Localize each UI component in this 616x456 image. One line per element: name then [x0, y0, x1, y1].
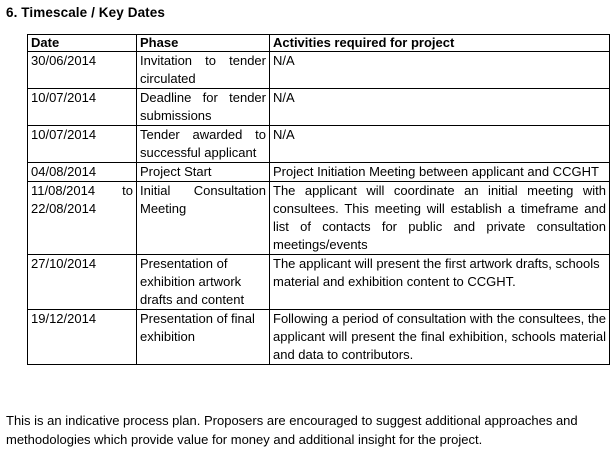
table-row [28, 163, 610, 182]
phase-cell: Presentation of final exhibition [137, 310, 270, 365]
activities-cell: Project Initiation Meeting between applicant and CCGHT [270, 163, 610, 182]
key-dates-table [27, 34, 610, 365]
section-heading: 6. Timescale / Key Dates [6, 5, 165, 20]
date-cell: 10/07/2014 [28, 89, 137, 126]
column-header-phase: Phase [137, 35, 270, 52]
phase-cell: Tender awarded to successful applicant [137, 126, 270, 163]
date-cell: 11/08/2014 to 22/08/2014 [28, 182, 137, 255]
phase-cell: Invitation to tender circulated [137, 52, 270, 89]
table-header-row [28, 35, 610, 52]
phase-cell: Deadline for tender submissions [137, 89, 270, 126]
phase-cell: Initial Consultation Meeting [137, 182, 270, 255]
column-header-date: Date [28, 35, 137, 52]
column-header-activities: Activities required for project [270, 35, 610, 52]
activities-cell: The applicant will coordinate an initial meeting with consultees. This meeting will establish a timeframe and list of contacts for public and private consultation meetings/events [270, 182, 610, 255]
phase-cell: Project Start [137, 163, 270, 182]
table-row [28, 255, 610, 310]
activities-cell: Following a period of consultation with the consultees, the applicant will present the final exhibition, schools material and data to contributors. [270, 310, 610, 365]
table-row [28, 126, 610, 163]
activities-cell: The applicant will present the first artwork drafts, schools material and exhibition content to CCGHT. [270, 255, 610, 310]
activities-cell: N/A [270, 89, 610, 126]
date-cell: 30/06/2014 [28, 52, 137, 89]
footer-note: This is an indicative process plan. Proposers are encouraged to suggest additional approaches and methodologies which provide value for money and additional insight for the project. [6, 413, 578, 447]
table-row [28, 182, 610, 255]
activities-cell: N/A [270, 52, 610, 89]
table-row [28, 52, 610, 89]
date-cell: 10/07/2014 [28, 126, 137, 163]
date-cell: 19/12/2014 [28, 310, 137, 365]
date-cell: 04/08/2014 [28, 163, 137, 182]
table-row [28, 89, 610, 126]
activities-cell: N/A [270, 126, 610, 163]
phase-cell: Presentation of exhibition artwork drafts and content [137, 255, 270, 310]
table-row [28, 310, 610, 365]
date-cell: 27/10/2014 [28, 255, 137, 310]
